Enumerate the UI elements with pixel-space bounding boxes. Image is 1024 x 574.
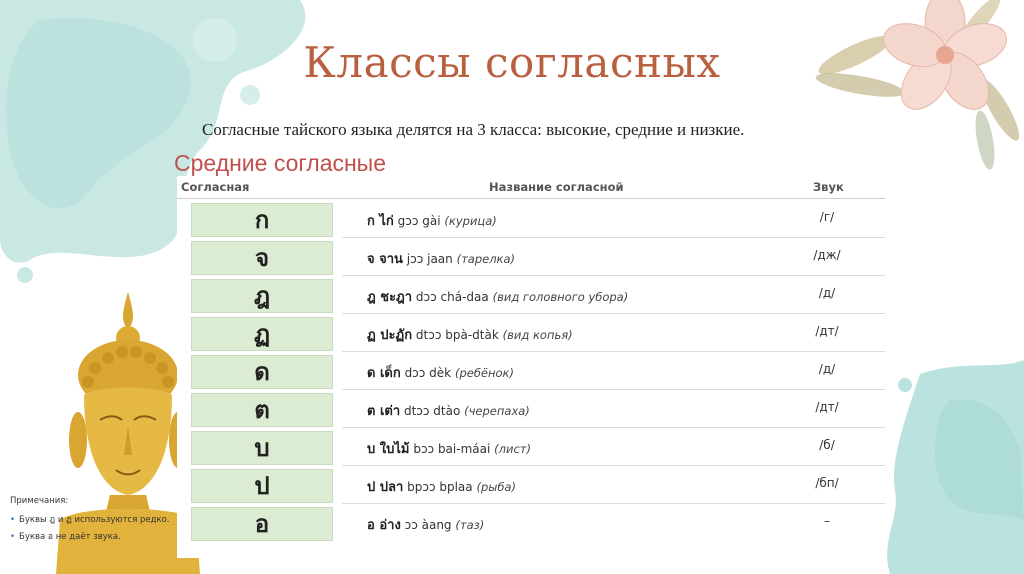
sound-cell: /дт/	[815, 324, 839, 338]
name-cell	[367, 210, 497, 231]
table-row	[177, 314, 885, 352]
table-row	[177, 276, 885, 314]
sound-cell: /г/	[819, 210, 835, 224]
header-consonant: Согласная	[181, 180, 250, 194]
transliteration: bɔɔ bai-máai	[413, 442, 491, 456]
slide-subtitle: Согласные тайского языка делятся на 3 класса: высокие, средние и низкие.	[202, 120, 745, 139]
table-row	[177, 428, 885, 466]
thai-name: ด เด็ก	[367, 366, 401, 381]
sound-cell: –	[824, 514, 830, 528]
thai-name: ฏ ปะฏัก	[367, 328, 413, 343]
watercolor-splash-right	[887, 360, 1024, 574]
translation: (лист)	[494, 442, 531, 456]
slide-title: Классы согласных	[303, 38, 721, 87]
thai-name: ต เต่า	[367, 404, 401, 419]
sound-cell: /бп/	[815, 476, 839, 490]
notes-title: Примечания:	[10, 496, 69, 506]
consonant-cell: บ	[191, 431, 333, 465]
table-row	[177, 352, 885, 390]
name-cell	[367, 514, 484, 535]
translation: (черепаха)	[464, 404, 530, 418]
section-title: Средние согласные	[174, 150, 387, 176]
table-header	[177, 176, 885, 199]
transliteration: dɔɔ dèk	[404, 366, 452, 380]
consonant-cell: ฏ	[191, 317, 333, 351]
sound-cell: /д/	[818, 362, 836, 376]
consonant-cell: อ	[191, 507, 333, 541]
name-cell	[367, 286, 628, 307]
header-sound: Звук	[813, 180, 844, 194]
thai-name: บ ใบไม้	[367, 442, 410, 457]
transliteration: dtɔɔ bpà-dtàk	[415, 328, 499, 342]
transliteration: dtɔɔ dtào	[403, 404, 461, 418]
note-item: • Буквы ฎ и ฏ используются редко.	[10, 512, 175, 526]
table-row	[177, 238, 885, 276]
transliteration: jɔɔ jaan	[406, 252, 453, 266]
table-row	[177, 390, 885, 428]
consonant-cell: ด	[191, 355, 333, 389]
name-cell	[367, 476, 516, 497]
translation: (вид головного убора)	[492, 290, 629, 304]
name-cell	[367, 324, 573, 345]
name-cell	[367, 400, 530, 421]
sound-cell: /б/	[819, 438, 835, 452]
name-cell	[367, 248, 515, 269]
translation: (вид копья)	[502, 328, 573, 342]
transliteration: dɔɔ chá-daa	[415, 290, 489, 304]
sound-cell: /дт/	[815, 400, 839, 414]
table-row	[177, 466, 885, 504]
table-row	[177, 200, 885, 238]
note-item: • Буква อ не даёт звука.	[10, 529, 175, 543]
header-name: Название согласной	[489, 180, 624, 194]
sound-cell: /дж/	[813, 248, 841, 262]
thai-name: อ อ่าง	[367, 518, 401, 533]
consonant-cell: ป	[191, 469, 333, 503]
consonants-table	[177, 176, 885, 558]
translation: (таз)	[455, 518, 485, 532]
sound-cell: /д/	[818, 286, 836, 300]
transliteration: bpɔɔ bplaa	[407, 480, 473, 494]
name-cell	[367, 362, 514, 383]
translation: (тарелка)	[456, 252, 516, 266]
thai-name: ฎ ชะฎา	[367, 290, 413, 305]
consonant-cell: ฎ	[191, 279, 333, 313]
consonant-cell: ต	[191, 393, 333, 427]
transliteration: ɔɔ àang	[404, 518, 452, 532]
translation: (рыба)	[476, 480, 516, 494]
name-cell	[367, 438, 531, 459]
consonant-cell: จ	[191, 241, 333, 275]
thai-name: จ จาน	[367, 252, 403, 267]
notes-box	[0, 496, 175, 546]
thai-name: ก ไก่	[367, 214, 394, 229]
consonant-cell: ก	[191, 203, 333, 237]
transliteration: gɔɔ gài	[397, 214, 441, 228]
thai-name: ป ปลา	[367, 480, 404, 495]
table-row	[177, 504, 885, 542]
translation: (курица)	[444, 214, 497, 228]
translation: (ребёнок)	[454, 366, 514, 380]
